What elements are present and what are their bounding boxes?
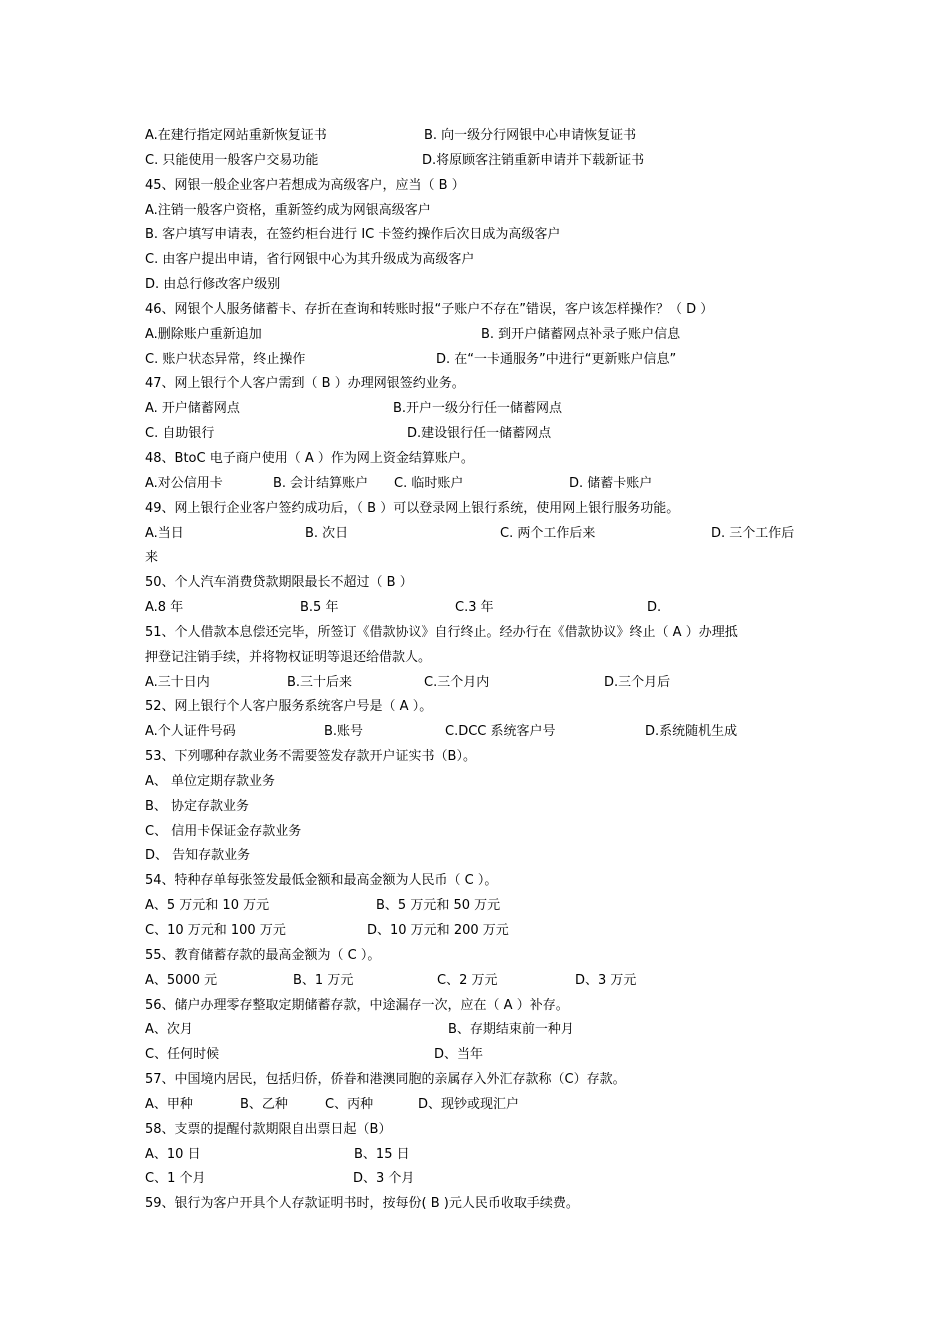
option-text: C.三个月内 [424,674,490,690]
exam-questions [145,124,815,1217]
text-line [145,497,815,522]
line-text: C. 账户状态异常，终止操作 [145,351,306,367]
line-text: 55、教育储蓄存款的最高金额为（ C ）。 [145,947,381,963]
text-line [145,1068,815,1093]
text-line [145,695,815,720]
text-line [145,820,815,845]
text-line [145,571,815,596]
option-text: D.三个月后 [604,674,671,690]
text-line [145,1043,815,1068]
line-text: B、 协定存款业务 [145,798,250,814]
text-line [145,994,815,1019]
line-text: C. 自助银行 [145,426,215,442]
option-text: B、1 万元 [293,972,354,988]
line-text: 45、网银一般企业客户若想成为高级客户，应当（ B ） [145,177,465,193]
line-text: 50、个人汽车消费贷款期限最长不超过（ B ） [145,575,413,591]
option-text: D、10 万元和 200 万元 [367,923,509,938]
text-line [145,919,815,944]
line-text: C、10 万元和 100 万元 [145,923,286,938]
text-line [145,273,815,298]
text-line [145,298,815,323]
line-text: A.8 年 [145,600,184,616]
option-text: B、15 日 [354,1146,410,1162]
option-text: B. 次日 [305,525,349,541]
line-text: A.在建行指定网站重新恢复证书 [145,128,327,143]
line-text: 59、银行为客户开具个人存款证明书时，按每份( B )元人民币收取手续费。 [145,1196,579,1212]
option-text: B. 到开户储蓄网点补录子账户信息 [481,326,681,342]
option-text: D. 在“一卡通服务”中进行“更新账户信息” [436,351,677,367]
option-text: D. [647,600,662,616]
text-line [145,1118,815,1143]
text-line [145,795,815,820]
line-text: 51、个人借款本息偿还完毕，所签订《借款协议》自行终止。经办行在《借款协议》终止（ A ）办理抵 [145,624,738,640]
line-text: C. 只能使用一般客户交易功能 [145,152,319,168]
option-text: D. 三个工作后 [711,525,795,541]
text-line [145,397,815,422]
line-text: A.当日 [145,525,184,541]
option-text: D. 储蓄卡账户 [569,475,653,491]
option-text: B、5 万元和 50 万元 [376,898,501,914]
text-line [145,671,815,696]
text-line [145,621,815,646]
option-text: B、存期结束前一种月 [448,1022,574,1038]
line-text: A.对公信用卡 [145,475,223,491]
text-line [145,422,815,447]
option-text: B.三十后来 [287,674,353,690]
option-text: B.账号 [324,724,364,740]
option-text: B. 向一级分行网银中心申请恢复证书 [424,128,637,143]
option-text: B.开户一级分行任一储蓄网点 [393,401,563,417]
text-line [145,1093,815,1118]
option-text: D、3 万元 [575,972,637,988]
line-text: C、任何时候 [145,1047,220,1063]
text-line [145,223,815,248]
line-text: A. 开户储蓄网点 [145,401,240,417]
option-text: D、3 个月 [353,1171,415,1187]
text-line [145,248,815,273]
line-text: D、 告知存款业务 [145,848,251,864]
option-text: D.系统随机生成 [645,724,738,740]
text-line [145,969,815,994]
line-text: A、10 日 [145,1146,201,1162]
line-text: A、5 万元和 10 万元 [145,898,270,914]
text-line [145,720,815,745]
line-text: 48、BtoC 电子商户使用（ A ）作为网上资金结算账户。 [145,450,474,466]
line-text: 47、网上银行个人客户需到（ B ）办理网银签约业务。 [145,376,465,392]
line-text: 53、下列哪种存款业务不需要签发存款开户证实书（B）。 [145,749,476,765]
text-line [145,174,815,199]
text-line [145,770,815,795]
option-text: D.建设银行任一储蓄网点 [407,426,552,442]
text-line [145,348,815,373]
text-line [145,745,815,770]
option-text: C.DCC 系统客户号 [445,724,556,740]
option-text: B.5 年 [300,600,339,616]
text-line [145,546,815,571]
text-line [145,522,815,547]
line-text: 押登记注销手续，并将物权证明等退还给借款人。 [145,649,432,665]
text-line [145,869,815,894]
text-line [145,596,815,621]
text-line [145,844,815,869]
line-text: A、甲种 [145,1096,193,1112]
text-line [145,646,815,671]
line-text: D. 由总行修改客户级别 [145,277,281,293]
text-line [145,894,815,919]
option-text: C. 两个工作后来 [500,525,596,541]
option-text: B、乙种 [240,1096,288,1112]
line-text: C. 由客户提出申请，省行网银中心为其升级成为高级客户 [145,252,475,268]
text-line [145,472,815,497]
text-line [145,124,815,149]
line-text: 46、网银个人服务储蓄卡、存折在查询和转账时报“子账户不存在”错误，客户该怎样操作？（ D ） [145,301,714,317]
line-text: A.三十日内 [145,674,210,690]
line-text: 来 [145,550,159,566]
option-text: C.3 年 [455,600,494,616]
line-text: 57、中国境内居民，包括归侨，侨眷和港澳同胞的亲属存入外汇存款称（C）存款。 [145,1072,626,1088]
text-line [145,1192,815,1217]
text-line [145,372,815,397]
line-text: A.注销一般客户资格，重新签约成为网银高级客户 [145,202,431,218]
line-text: C、1 个月 [145,1171,206,1187]
text-line [145,447,815,472]
line-text: A.删除账户重新追加 [145,326,262,342]
option-text: B. 会计结算账户 [273,475,369,491]
text-line [145,323,815,348]
option-text: C. 临时账户 [394,475,464,491]
line-text: A、5000 元 [145,972,218,988]
line-text: 56、储户办理零存整取定期储蓄存款，中途漏存一次，应在（ A ）补存。 [145,997,569,1013]
line-text: A、 单位定期存款业务 [145,773,276,789]
line-text: 49、网上银行企业客户签约成功后，（ B ）可以登录网上银行系统，使用网上银行服务功能。 [145,500,680,516]
text-line [145,944,815,969]
option-text: D.将原顾客注销重新申请并下载新证书 [422,152,645,168]
text-line [145,1018,815,1043]
option-text: C、丙种 [325,1096,374,1112]
line-text: B. 客户填写申请表，在签约柜台进行 IC 卡签约操作后次日成为高级客户 [145,227,561,243]
line-text: 58、支票的提醒付款期限自出票日起（B） [145,1121,392,1137]
line-text: A.个人证件号码 [145,724,236,740]
line-text: 52、网上银行个人客户服务系统客户号是（ A ）。 [145,699,433,715]
text-line [145,1143,815,1168]
line-text: 54、特种存单每张签发最低金额和最高金额为人民币（ C ）。 [145,873,498,889]
line-text: C、 信用卡保证金存款业务 [145,823,302,839]
line-text: A、次月 [145,1022,193,1038]
text-line [145,149,815,174]
text-line [145,199,815,224]
text-line [145,1167,815,1192]
option-text: D、当年 [434,1047,484,1063]
option-text: D、现钞或现汇户 [418,1096,520,1112]
option-text: C、2 万元 [437,972,498,988]
